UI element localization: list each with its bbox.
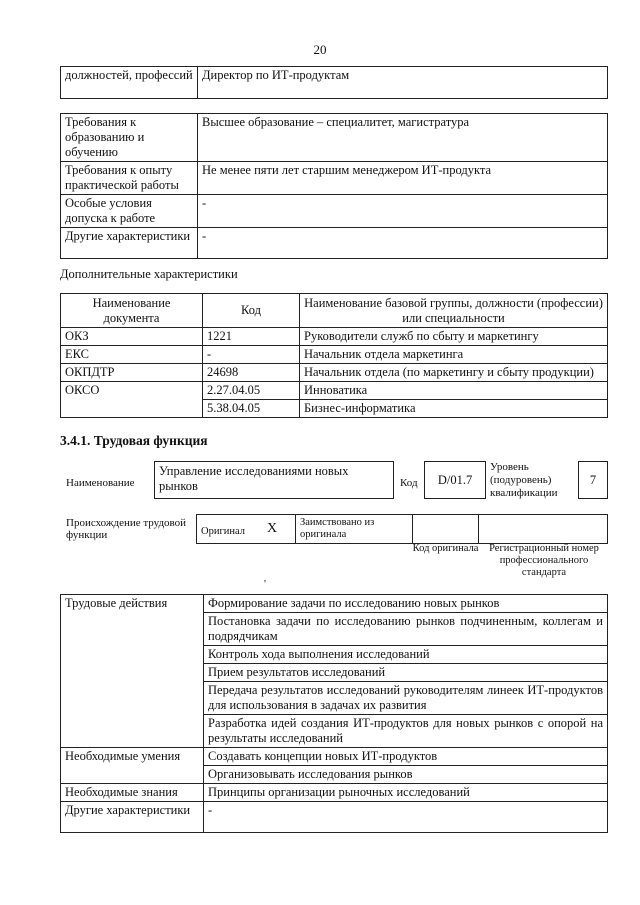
req-admission-label: Особые условия допуска к работе <box>61 195 198 228</box>
req-education-value: Высшее образование – специалитет, магистратура <box>198 114 608 162</box>
additional-header-doc: Наименование документа <box>61 294 203 328</box>
position-names-label: должностей, профессий <box>61 67 198 99</box>
table-row <box>61 328 608 346</box>
additional-code: 5.38.04.05 <box>203 400 300 418</box>
skill-item: Организовывать исследования рынков <box>204 766 608 784</box>
origin-code-box <box>412 514 479 544</box>
origin-label: Происхождение трудовой функции <box>66 517 187 541</box>
skills-label: Необходимые умения <box>61 748 204 784</box>
additional-header-code: Код <box>203 294 300 328</box>
additional-name: Инноватика <box>300 382 608 400</box>
origin-borrowed: Заимствовано из оригинала <box>295 514 413 544</box>
action-item: Передача результатов исследований руководителям линеек ИТ-продуктов для использования в задачах их развития <box>204 682 608 715</box>
stray-mark: ' <box>264 578 266 590</box>
function-level-label: Уровень (подуровень) квалификации <box>490 461 558 499</box>
actions-label: Трудовые действия <box>61 595 204 748</box>
additional-doc: ОКПДТР <box>61 364 203 382</box>
action-item: Постановка задачи по исследованию рынков подчиненным, коллегам и подрядчикам <box>204 613 608 646</box>
knowledge-label: Необходимые знания <box>61 784 204 802</box>
additional-doc: ОКСО <box>61 382 203 418</box>
requirements-table <box>60 113 608 259</box>
actions-table <box>60 594 608 833</box>
additional-doc: ОКЗ <box>61 328 203 346</box>
additional-title: Дополнительные характеристики <box>60 267 238 281</box>
req-experience-value: Не менее пяти лет старшим менеджером ИТ-продукта <box>198 162 608 195</box>
other-label: Другие характеристики <box>61 802 204 833</box>
action-item: Прием результатов исследований <box>204 664 608 682</box>
knowledge-item: Принципы организации рыночных исследований <box>204 784 608 802</box>
additional-code: 1221 <box>203 328 300 346</box>
position-names-table <box>60 66 608 99</box>
origin-code-caption: Код оригинала <box>412 543 479 554</box>
req-other-label: Другие характеристики <box>61 228 198 259</box>
origin-reg-caption: Регистрационный номер профессионального стандарта <box>489 543 599 578</box>
position-names-value: Директор по ИТ-продуктам <box>198 67 608 99</box>
section-title: 3.4.1. Трудовая функция <box>60 433 208 448</box>
function-name-label: Наименование <box>66 477 135 489</box>
additional-name: Руководители служб по сбыту и маркетингу <box>300 328 608 346</box>
skill-item: Создавать концепции новых ИТ-продуктов <box>204 748 608 766</box>
additional-code: 2.27.04.05 <box>203 382 300 400</box>
req-education-label: Требования к образованию и обучению <box>61 114 198 162</box>
req-admission-value: - <box>198 195 608 228</box>
additional-table <box>60 293 608 418</box>
additional-code: - <box>203 346 300 364</box>
function-code-value: D/01.7 <box>424 461 486 499</box>
action-item: Разработка идей создания ИТ-продуктов для новых рынков с опорой на результаты исследований <box>204 715 608 748</box>
additional-name: Бизнес-информатика <box>300 400 608 418</box>
additional-name: Начальник отдела маркетинга <box>300 346 608 364</box>
other-value: - <box>204 802 608 833</box>
origin-reg-box <box>478 514 608 544</box>
page-number: 20 <box>313 42 327 57</box>
additional-header-name: Наименование базовой группы, должности (профессии) или специальности <box>300 294 608 328</box>
function-code-label: Код <box>400 477 418 489</box>
additional-doc: ЕКС <box>61 346 203 364</box>
origin-original-cell <box>196 514 296 544</box>
action-item: Формирование задачи по исследованию новых рынков <box>204 595 608 613</box>
table-row <box>61 346 608 364</box>
req-experience-label: Требования к опыту практической работы <box>61 162 198 195</box>
function-name-value: Управление исследованиями новых рынков <box>154 461 394 499</box>
additional-code: 24698 <box>203 364 300 382</box>
table-row <box>61 382 608 400</box>
req-other-value: - <box>198 228 608 259</box>
function-level-value: 7 <box>578 461 608 499</box>
origin-mark: X <box>267 521 278 536</box>
origin-original-label: Оригинал <box>201 526 245 537</box>
additional-name: Начальник отдела (по маркетингу и сбыту продукции) <box>300 364 608 382</box>
action-item: Контроль хода выполнения исследований <box>204 646 608 664</box>
table-row <box>61 364 608 382</box>
